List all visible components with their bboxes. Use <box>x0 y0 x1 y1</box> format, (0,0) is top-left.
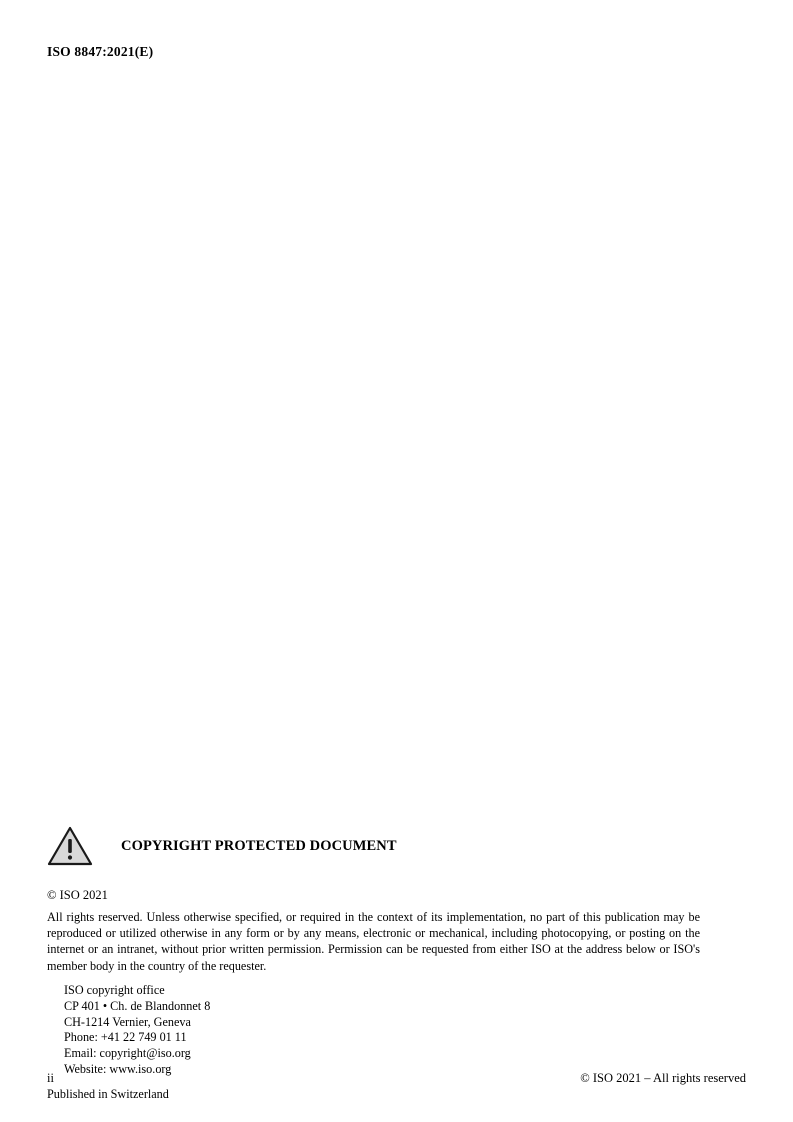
copyright-title-row <box>47 822 747 870</box>
address-line: CP 401 • Ch. de Blandonnet 8 <box>64 998 211 1013</box>
iso-copyright-office-address <box>64 983 747 1078</box>
published-location: Published in Switzerland <box>47 1087 169 1102</box>
copyright-title: COPYRIGHT PROTECTED DOCUMENT <box>121 837 397 854</box>
copyright-year: © ISO 2021 <box>47 888 108 902</box>
warning-triangle-icon <box>47 826 93 866</box>
address-line: CH-1214 Vernier, Geneva <box>64 1014 191 1029</box>
address-line-website: Website: www.iso.org <box>64 1062 172 1077</box>
address-line: ISO copyright office <box>64 982 165 997</box>
page-number: ii <box>47 1071 54 1085</box>
document-standard-number: ISO 8847:2021(E) <box>47 44 154 59</box>
footer-rights-text: © ISO 2021 – All rights reserved <box>580 1071 746 1085</box>
copyright-body-text: All rights reserved. Unless otherwise specified, or required in the context of its implementation, no part of this publication may be reproduced or utilized otherwise in any form or by any means, electronic or mechanical, including photocopying, or posting on the internet or an intranet, without prior written permission. Permission can be requested from either ISO at the address below or ISO's member body in the country of the requester. <box>47 910 700 973</box>
address-line-email: Email: copyright@iso.org <box>64 1046 191 1061</box>
copyright-notice-block <box>47 822 747 1102</box>
address-line-phone: Phone: +41 22 749 01 11 <box>64 1030 187 1045</box>
